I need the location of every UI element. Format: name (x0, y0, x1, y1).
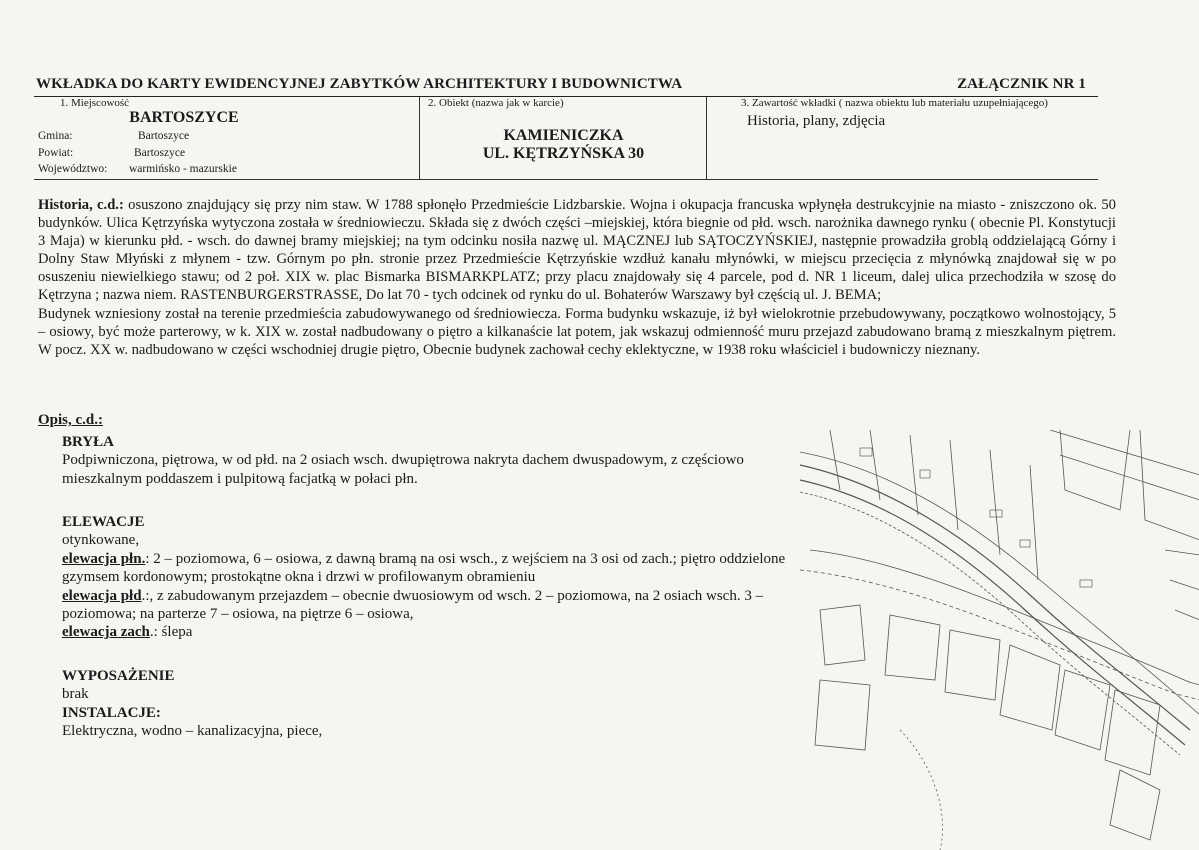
place-name: BARTOSZYCE (129, 109, 239, 126)
west-elevation-text: .: ślepa (149, 624, 193, 641)
form-title: WKŁADKA DO KARTY EWIDENCYJNEJ ZABYTKÓW ARCHITEKTURY I BUDOWNICTWA (36, 76, 683, 92)
object-cell (419, 97, 707, 179)
west-elevation (62, 623, 797, 641)
equipment-text: brak (62, 686, 89, 703)
gmina-value: Bartoszyce (138, 130, 190, 142)
installations-heading: INSTALACJE: (62, 704, 161, 721)
voivodeship-label: Województwo: (38, 163, 108, 175)
north-elevation-label: elewacja płn. (62, 550, 146, 567)
bryla-heading: BRYŁA (62, 434, 114, 450)
header-grid (34, 97, 1098, 179)
content-cell (706, 97, 1099, 179)
history-paragraph-2: Budynek wzniesiony został na terenie przedmieścia zabudowywanego od średniowiecza. Forma budynku wskazuje, iż był wielokrotnie przebudowywany, początkowo wolnostojący, 5 – osiowy, być może parterowy, w k. XIX w. został nadbudowany o piętro a kilkanaście lat potem, jak wskazuj odmienność muru przejazd zabudowano bramą z mieszkalnym piętrem. W pocz. XX w. nadbudowano w części wschodniej drugie piętro, Obecnie budynek zachował cechy eklektyczne, w 1938 roku właściciel i budowniczy nieznany. (38, 305, 1116, 358)
south-elevation-text: .:, z zabudowanym przejazdem – obecnie dwuosiowym od wsch. 2 – poziomowa, na 2 osiach wsch. 3 – poziomowa; na parterze 7 – osiowa, na piętrze 6 – osiowa, (62, 587, 764, 623)
attachment-number: ZAŁĄCZNIK NR 1 (957, 76, 1086, 92)
south-elevation-label: elewacja płd (62, 587, 142, 604)
object-address: UL. KĘTRZYŃSKA 30 (482, 145, 645, 162)
object-label: 2. Obiekt (nazwa jak w karcie) (428, 97, 564, 109)
bryla-text: Podpiwniczona, piętrowa, w od płd. na 2 osiach wsch. dwupiętrowa nakryta dachem dwuspadowym, z częściowo mieszkalnym poddaszem i pulpitową facjatką w połaci płn. (62, 452, 744, 487)
header-bottom-rule (34, 179, 1098, 180)
elevations-section (62, 513, 797, 642)
location-cell (34, 97, 419, 179)
gmina-label: Gmina: (38, 130, 73, 142)
equipment-heading: WYPOSAŻENIE (62, 668, 175, 684)
history-section (38, 196, 1116, 359)
voivodeship-value: warmińsko - mazurskie (129, 163, 237, 175)
bryla-section (62, 433, 797, 488)
south-elevation (62, 587, 797, 624)
form-header (36, 76, 1096, 96)
powiat-label: Powiat: (38, 147, 74, 159)
history-heading: Historia, c.d.: (38, 197, 124, 213)
history-paragraph-1 (38, 196, 1116, 305)
north-elevation-text: : 2 – poziomowa, 6 – osiowa, z dawną bramą na osi wsch., z wejściem na 3 osi od zach.; piętro oddzielone gzymsem kordonowym; prostokątne okna i drzwi w profilowanym obramieniu (62, 550, 786, 586)
installations-text: Elektryczna, wodno – kanalizacyjna, piece, (62, 723, 323, 740)
description-heading: Opis, c.d.: (38, 412, 104, 428)
west-elevation-label: elewacja zach (62, 624, 150, 641)
elevations-intro: otynkowane, (62, 532, 140, 549)
equipment-section (62, 667, 797, 741)
cadastral-map (800, 430, 1199, 850)
object-name: KAMIENICZKA (503, 127, 624, 144)
history-text-1: osuszono znajdujący się przy nim staw. W 1788 spłonęło Przedmieście Lidzbarskie. Wojna i okupacja francuska wpłynęła destrukcyjnie na miasto - zniszczono ok. 50 budynków. Ulica Kętrzyńska wytyczona została w średniowieczu. Składa się z dwóch części –miejskiej, która biegnie od płd. wsch. narożnika dawnego rynku ( obecnie Pl. Konstytucji 3 Maja) w kierunku płd. - wsch. do dawnej bramy miejskiej; na tym odcinku nosiła nazwę ul. MĄCZNEJ lub SĄTOCZYŃSKIEJ, następnie prowadziła groblą oddzielającą Górny i Dolny Staw Młyński z młynem - tzw. Górnym po płn. stronie przez Przedmieście Kętrzyńskie wzdłuż kanału młynówki, w miejscu przecięcia z młynówką znajdował się w po osuszeniu niewielkiego stawu; od 2 poł. XIX w. plac Bismarka BISMARKPLATZ; przy placu znajdowały się 4 parcele, pod d. NR 1 liceum, dalej ulica przechodziła w szosę do Kętrzyna ; nazwa niem. RASTENBURGERSTRASSE, Do lat 70 - tych odcinek od rynku do ul. Bohaterów Warszawy był częścią ul. J. BEMA; (38, 197, 1116, 304)
north-elevation (62, 550, 797, 587)
location-label: 1. Miejscowość (60, 97, 130, 109)
content-label: 3. Zawartość wkładki ( nazwa obiektu lub materiału uzupełniającego) (741, 97, 1048, 109)
content-value: Historia, plany, zdjęcia (747, 113, 886, 129)
powiat-value: Bartoszyce (134, 147, 186, 159)
elevations-heading: ELEWACJE (62, 514, 145, 530)
